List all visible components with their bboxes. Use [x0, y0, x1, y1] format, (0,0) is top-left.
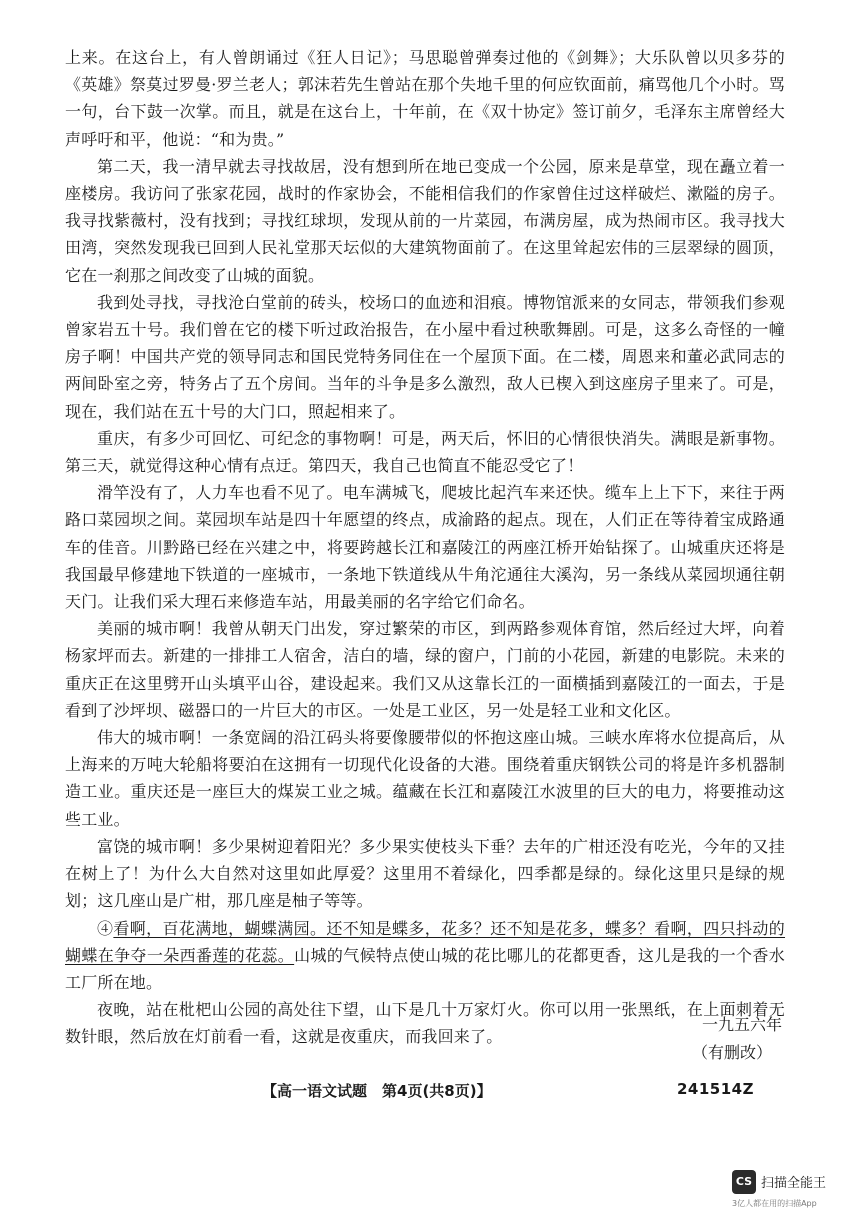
- article-date: 一九五六年: [701, 1015, 782, 1034]
- watermark-subtitle: 3亿人都在用的扫描App: [732, 1199, 817, 1208]
- edit-note: （有删改）: [691, 1043, 772, 1062]
- underlined-sentence: 看啊，百花满地，蝴蝶满园。还不知是蝶多，花多？还不知是花多，蝶多？看啊，四只抖动的蝴蝶在争夺一朵西番莲的花蕊。: [65, 918, 786, 965]
- circled-number-marker: ④: [97, 918, 114, 938]
- paragraph-3: 我到处寻找，寻找沧白堂前的砖头，校场口的血迹和泪痕。博物馆派来的女同志，带领我们参观曾家岩五十号。我们曾在它的楼下听过政治报告，在小屋中看过秧歌舞剧。可是，这多么奇怪的一幢房子啊！中国共产党的领导同志和国民党特务同住在一个屋顶下面。在二楼，周恩来和董必武同志的两间卧室之旁，特务占了五个房间。当年的斗争是多么激烈，敌人已楔入到这座房子里来了。可是，现在，我们站在五十号的大门口，照起相来了。: [65, 292, 785, 421]
- scanner-watermark: [732, 1170, 842, 1210]
- footer-title: 【高一语文试题 第4页(共8页)】: [262, 1082, 492, 1100]
- paragraph-5: 滑竿没有了，人力车也看不见了。电车满城飞，爬坡比起汽车来还快。缆车上上下下，来往于两路口菜园坝之间。菜园坝车站是四十年愿望的终点，成渝路的起点。现在，人们正在等待着宝成路通车的佳音。川黔路已经在兴建之中，将要跨越长江和嘉陵江的两座江桥开始钻探了。山城重庆还将是我国最早修建地下铁道的一座城市，一条地下铁道线从牛角沱通往大溪沟，另一条线从菜园坝通往朝天门。让我们采大理石来修造车站，用最美丽的名字给它们命名。: [65, 483, 785, 612]
- paragraph-last: 夜晚，站在枇杷山公园的高处往下望，山下是几十万家灯火。你可以用一张黑纸，在上面刺着无数针眼，然后放在灯前看一看，这就是夜重庆，而我回来了。: [65, 1000, 785, 1047]
- paragraph-underlined: [65, 915, 785, 997]
- paragraph-8: 富饶的城市啊！多少果树迎着阳光？多少果实使枝头下垂？去年的广柑还没有吃光，今年的又挂在树上了！为什么大自然对这里如此厚爱？这里用不着绿化，四季都是绿的。绿化这里只是绿的规划；这几座山是广柑，那几座是柚子等等。: [65, 836, 785, 911]
- underlined-paragraph-rest: 山城的气候特点使山城的花比哪儿的花都更香，这儿是我的一个香水工厂所在地。: [65, 945, 785, 992]
- page-footer: [0, 1080, 860, 1104]
- paragraph-2: 第二天，我一清早就去寻找故居，没有想到所在地已变成一个公园，原来是草堂，现在矗立着一座楼房。我访问了张家花园，战时的作家协会，不能相信我们的作家曾住过这样破烂、漱隘的房子。我寻找紫薇村，没有找到；寻找红球坝，发现从前的一片菜园，布满房屋，成为热闹市区。我寻找大田湾，突然发现我已回到人民礼堂那天坛似的大建筑物面前了。在这里耸起宏伟的三层翠绿的圆顶，它在一刹那之间改变了山城的面貌。: [65, 156, 785, 285]
- camscanner-logo-icon: CS: [732, 1170, 756, 1194]
- paragraph-6: 美丽的城市啊！我曾从朝天门出发，穿过繁荣的市区，到两路参观体育馆，然后经过大坪，向着杨家坪而去。新建的一排排工人宿舍，洁白的墙，绿的窗户，门前的小花园，新建的电影院。未来的重庆正在这里劈开山头填平山谷，建设起来。我们又从这靠长江的一面横插到嘉陵江的一面去，于是看到了沙坪坝、磁器口的一片巨大的市区。一处是工业区，另一处是轻工业和文化区。: [65, 619, 785, 720]
- article-body: [65, 44, 785, 1051]
- paragraph-1: 上来。在这台上，有人曾朗诵过《狂人日记》；马思聪曾弹奏过他的《剑舞》；大乐队曾以贝多芬的《英雄》祭莫过罗曼·罗兰老人；郭沫若先生曾站在那个失地千里的何应钦面前，痛骂他几个小时。骂一句，台下鼓一次掌。而且，就是在这台上，十年前，在《双十协定》签订前夕，毛泽东主席曾经大声呼吁和平，他说：“和为贵。”: [65, 48, 785, 149]
- footer-code: 241514Z: [677, 1080, 754, 1098]
- watermark-app-name: 扫描全能王: [761, 1176, 827, 1191]
- paragraph-4: 重庆，有多少可回忆、可纪念的事物啊！可是，两天后，怀旧的心情很快消失。满眼是新事物。第三天，就觉得这种心情有点迂。第四天，我自己也简直不能忍受它了！: [65, 428, 785, 476]
- paragraph-7: 伟大的城市啊！一条宽阔的沿江码头将要像腰带似的怀抱这座山城。三峡水库将水位提高后，从上海来的万吨大轮船将要泊在这拥有一切现代化设备的大港。围绕着重庆钢铁公司的将是许多机器制造工业。重庆还是一座巨大的煤炭工业之城。蕴藏在长江和嘉陵江水波里的巨大的电力，将要推动这些工业。: [65, 728, 785, 829]
